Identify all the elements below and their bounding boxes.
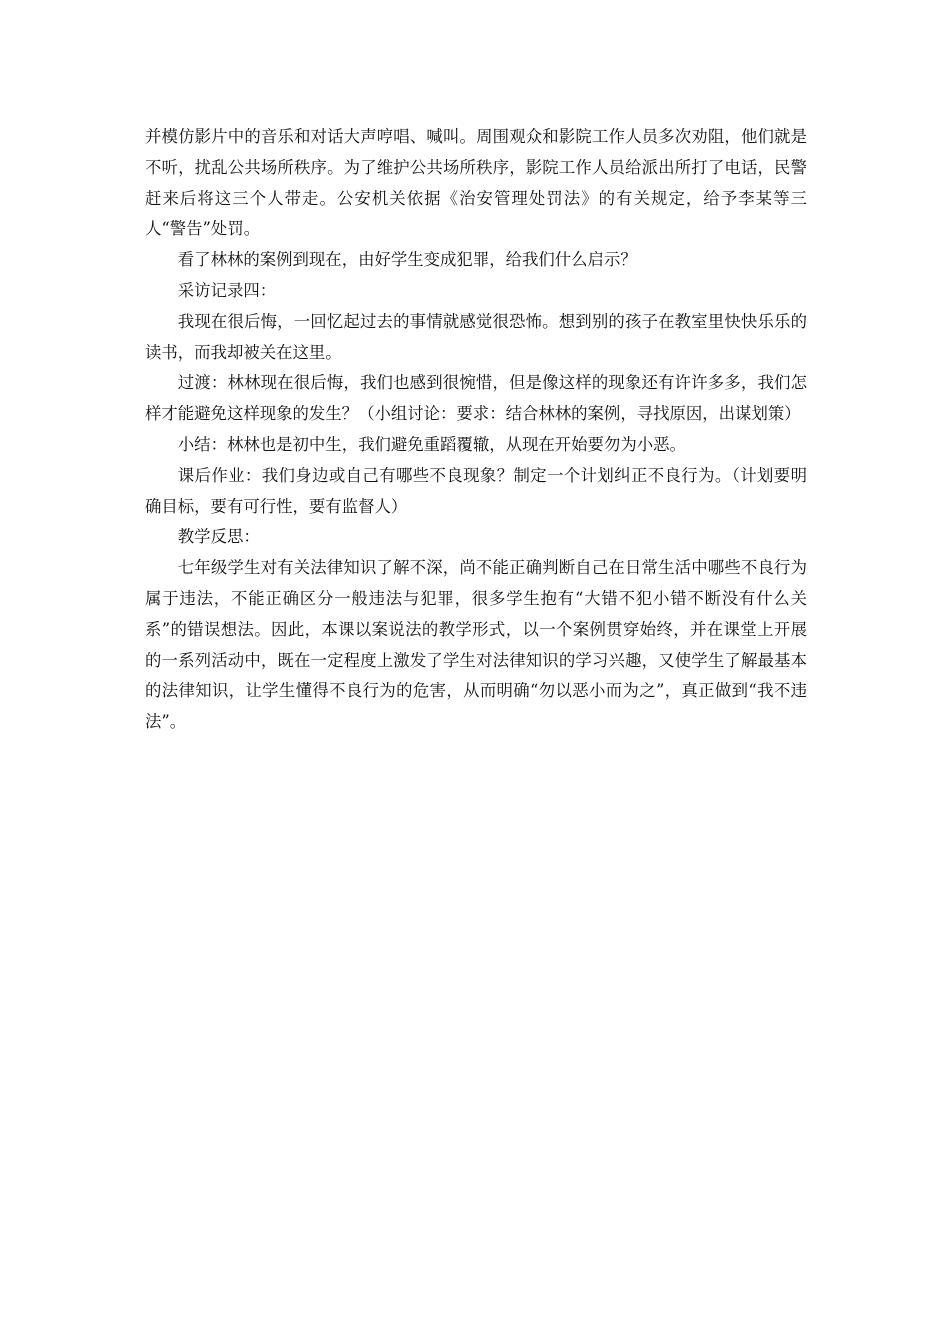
paragraph-transition: 过渡：林林现在很后悔，我们也感到很惋惜，但是像这样的现象还有许许多多，我们怎样才能避免这样现象的发生？（小组讨论：要求：结合林林的案例，寻找原因，出谋划策） (145, 373, 807, 424)
paragraph-interview-heading: 采访记录四： (177, 280, 277, 300)
paragraph-reflection-content: 七年级学生对有关法律知识了解不深，尚不能正确判断自己在日常生活中哪些不良行为属于违法，不能正确区分一般违法与犯罪，很多学生抱有“大错不犯小错不断没有什么关系”的错误想法。因此，本课以案说法的教学形式，以一个案例贯穿始终，并在课堂上开展的一系列活动中，既在一定程度上激发了学生对法律知识的学习兴趣，又使学生了解最基本的法律知识，让学生懂得不良行为的危害，从而明确“勿以恶小而为之”，真正做到“我不违法”。 (145, 558, 807, 732)
paragraph-case-continuation: 并模仿影片中的音乐和对话大声哼唱、喊叫。周围观众和影院工作人员多次劝阻，他们就是不听，扰乱公共场所秩序。为了维护公共场所秩序，影院工作人员给派出所打了电话，民警赶来后将这三个人带走。公安机关依据《治安管理处罚法》的有关规定，给予李某等三人“警告”处罚。 (145, 127, 807, 239)
paragraph-reflection-heading: 教学反思： (177, 527, 260, 547)
paragraph-interview-content: 我现在很后悔，一回忆起过去的事情就感觉很恐怖。想到别的孩子在教室里快快乐乐的读书，而我却被关在这里。 (145, 311, 807, 362)
paragraph-summary: 小结：林林也是初中生，我们避免重蹈覆辙，从现在开始要勿为小恶。 (177, 434, 686, 454)
document-body (145, 122, 807, 738)
paragraph-homework: 课后作业：我们身边或自己有哪些不良现象？制定一个计划纠正不良行为。（计划要明确目标，要有可行性，要有监督人） (145, 465, 807, 516)
paragraph-question: 看了林林的案例到现在，由好学生变成犯罪，给我们什么启示？ (177, 250, 637, 270)
